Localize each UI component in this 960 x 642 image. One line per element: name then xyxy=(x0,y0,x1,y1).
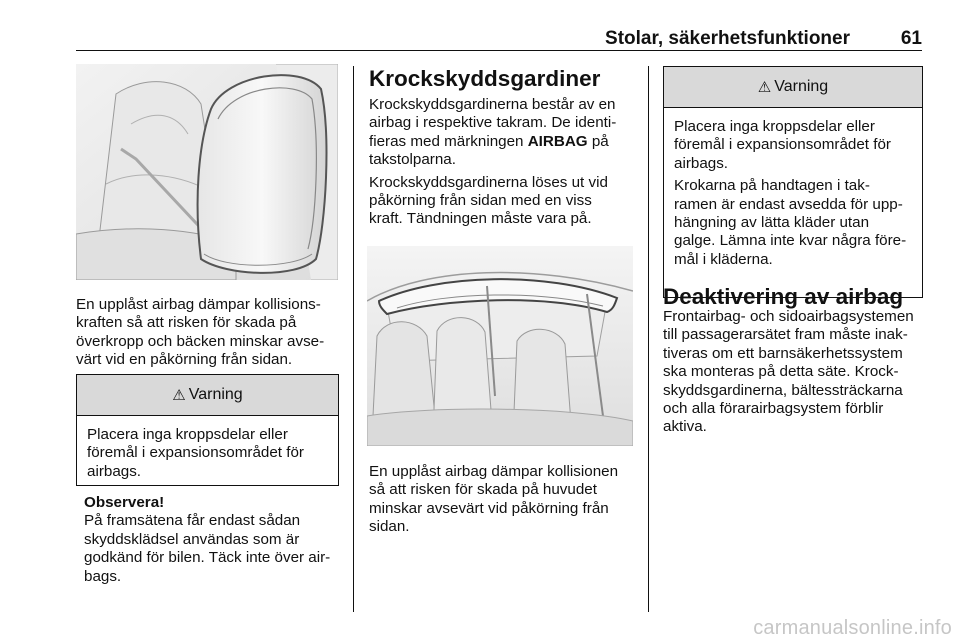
text-line: Krockskyddsgardinerna består av en xyxy=(369,96,616,113)
text-line: skyddsgardinerna, bältessträckarna xyxy=(663,381,903,399)
curtain-airbag-caption xyxy=(369,463,641,537)
page-header-title: Stolar, säkerhetsfunktioner xyxy=(605,28,850,49)
warning-body xyxy=(664,108,922,283)
heading-text: Deaktivering av airbag xyxy=(663,284,904,309)
caption-line: minskar avsevärt vid påkörning från xyxy=(369,499,609,517)
paragraph-2 xyxy=(369,174,641,229)
warning-line: Krokarna på handtagen i tak- xyxy=(674,177,870,195)
side-airbag-caption xyxy=(76,296,346,370)
warning-line: hängning av lätta kläder utan xyxy=(674,214,870,232)
warning-line: föremål i expansionsområdet för xyxy=(87,444,304,462)
curtain-airbag-illustration xyxy=(367,246,633,446)
note-line: godkänd för bilen. Täck inte över air- xyxy=(84,549,331,567)
page-number: 61 xyxy=(900,28,922,49)
warning-box-2 xyxy=(663,66,923,298)
airbag-marking-label: AIRBAG xyxy=(527,132,588,150)
caption-line: sidan. xyxy=(369,518,410,536)
watermark: carmanualsonline.info xyxy=(753,617,952,639)
warning-line: airbags. xyxy=(87,462,142,480)
curtain-airbag-description xyxy=(369,96,641,233)
warning-title: Varning xyxy=(774,78,829,95)
warning-line: mål i kläderna. xyxy=(674,250,773,268)
side-airbag-illustration xyxy=(76,64,338,280)
column-divider-2 xyxy=(648,66,649,612)
text-line: fieras med märkningen xyxy=(369,132,528,150)
paragraph-1 xyxy=(369,96,641,170)
warning-header xyxy=(664,67,922,108)
note-line: På framsätena får endast sådan xyxy=(84,512,301,530)
warning-triangle-icon: ⚠ xyxy=(757,79,772,96)
note-line: bags. xyxy=(84,567,122,585)
warning-paragraph-1 xyxy=(674,118,912,173)
warning-paragraph-2 xyxy=(674,177,912,269)
section-heading-airbag-deactivation xyxy=(663,284,903,310)
text-line: Krockskyddsgardinerna löses ut vid xyxy=(369,173,608,191)
text-line: aktiva. xyxy=(663,418,707,436)
caption-line: En upplåst airbag dämpar kollisionen xyxy=(369,463,619,480)
warning-line: airbags. xyxy=(674,154,729,172)
warning-line: Placera inga kroppsdelar eller xyxy=(674,118,875,135)
text-line: på xyxy=(587,132,609,150)
note-line: skyddsklädsel användas som är xyxy=(84,530,300,548)
caption-line: överkropp och bäcken minskar avse- xyxy=(76,332,325,350)
section-heading-curtain-airbags: Krockskyddsgardiner xyxy=(369,66,601,91)
note-block xyxy=(84,494,346,586)
text-line: takstolparna. xyxy=(369,151,456,169)
warning-line: föremål i expansionsområdet för xyxy=(674,136,891,154)
column-divider-1 xyxy=(353,66,354,612)
text-line: och alla förarairbagsystem förblir xyxy=(663,400,884,418)
caption-line: En upplåst airbag dämpar kollisions- xyxy=(76,296,321,313)
warning-triangle-icon: ⚠ xyxy=(172,387,186,404)
warning-line: ramen är endast avsedda för upp- xyxy=(674,195,903,213)
caption-line: värt vid en påkörning från sidan. xyxy=(76,351,293,369)
header-divider xyxy=(76,50,922,51)
text-line: påkörning från sidan med en viss xyxy=(369,192,592,210)
text-line: till passagerarsätet fram måste inak- xyxy=(663,326,908,344)
warning-box-1 xyxy=(76,374,339,486)
warning-line: Placera inga kroppsdelar eller xyxy=(87,426,288,443)
text-line: airbag i respektive takram. De identi- xyxy=(369,114,617,132)
caption-line: så att risken för skada på huvudet xyxy=(369,481,597,499)
text-line: tiveras om ett barnsäkerhetssystem xyxy=(663,344,903,362)
airbag-deactivation-text xyxy=(663,308,933,437)
note-title: Observera! xyxy=(84,494,165,511)
warning-title: Varning xyxy=(188,386,243,403)
warning-line: galge. Lämna inte kvar några före- xyxy=(674,232,907,250)
warning-header xyxy=(77,375,338,416)
text-line: Frontairbag- och sidoairbagsystemen xyxy=(663,308,914,325)
text-line: ska monteras på detta säte. Krock- xyxy=(663,363,899,381)
warning-body xyxy=(77,416,338,491)
text-line: kraft. Tändningen måste vara på. xyxy=(369,210,592,228)
caption-line: kraften så att risken för skada på xyxy=(76,314,297,332)
